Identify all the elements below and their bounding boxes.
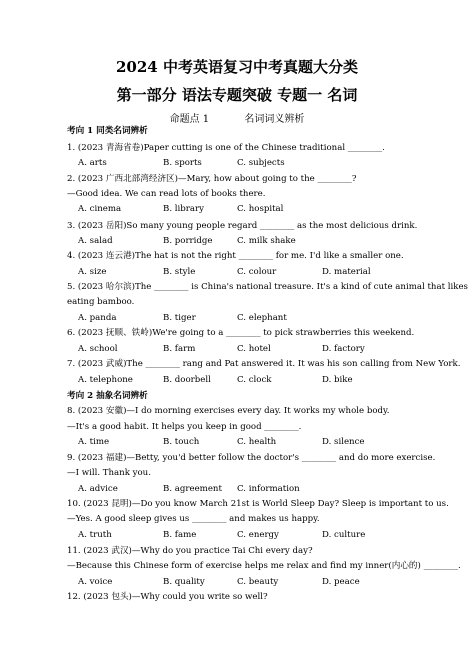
option-c: C. hotel — [237, 344, 271, 354]
option-c: C. beauty — [237, 577, 279, 587]
question-text: 7. (2023 武威)The ________ rang and Pat answered it. It was his son calling from New York. — [67, 359, 461, 369]
question-text: 6. (2023 抚顺、铁岭)We're going to a ________ to pick strawberries this weekend. — [67, 328, 415, 338]
option-a: A. panda — [78, 313, 117, 323]
option-d: D. bike — [322, 375, 353, 385]
question-text: 1. (2023 青海省卷)Paper cutting is one of the Chinese traditional ________. — [67, 143, 385, 153]
option-a: A. voice — [78, 577, 113, 587]
option-d: D. culture — [322, 530, 366, 540]
question-text: 4. (2023 连云港)The hat is not the right ________ for me. I'd like a smaller one. — [67, 251, 404, 261]
option-c: C. milk shake — [237, 236, 296, 246]
option-b: B. porridge — [163, 236, 213, 246]
section-heading: 考向 2 抽象名词辨析 — [67, 391, 148, 401]
option-c: C. hospital — [237, 204, 284, 214]
topic-name-label: 名词词义辨析 — [244, 114, 305, 125]
question-text: 10. (2023 昆明)—Do you know March 21st is World Sleep Day? Sleep is important to us. — [67, 499, 449, 509]
option-a: A. salad — [78, 236, 113, 246]
question-text: —Because this Chinese form of exercise helps me relax and find my inner(内心的) ________. — [67, 561, 461, 571]
topic-heading — [0, 110, 474, 125]
document-subtitle: 第一部分 语法专题突破 专题一 名词 — [116, 86, 358, 104]
option-c: C. clock — [237, 375, 272, 385]
question-text: 11. (2023 武汉)—Why do you practice Tai Chi every day? — [67, 546, 313, 556]
question-text: 3. (2023 岳阳)So many young people regard ________ as the most delicious drink. — [67, 221, 418, 231]
option-c: C. energy — [237, 530, 279, 540]
option-c: C. colour — [237, 267, 277, 277]
option-a: A. arts — [78, 158, 107, 168]
option-a: A. advice — [78, 484, 118, 494]
question-text: 2. (2023 广西北部湾经济区)—Mary, how about going to the ________? — [67, 174, 357, 184]
topic-point-label: 命题点 1 — [169, 114, 210, 125]
option-b: B. tiger — [163, 313, 196, 323]
option-a: A. time — [78, 437, 110, 447]
option-c: C. information — [237, 484, 300, 494]
option-a: A. size — [78, 267, 107, 277]
option-d: D. material — [322, 267, 371, 277]
option-b: B. library — [163, 204, 204, 214]
option-b: B. style — [163, 267, 196, 277]
question-text: 12. (2023 包头)—Why could you write so well? — [67, 592, 268, 602]
option-c: C. health — [237, 437, 277, 447]
option-c: C. subjects — [237, 158, 285, 168]
question-text: 8. (2023 安徽)—I do morning exercises every day. It works my whole body. — [67, 406, 390, 416]
document-title: 2024 中考英语复习中考真题大分类 — [116, 58, 358, 76]
question-text: —I will. Thank you. — [67, 468, 151, 478]
option-b: B. fame — [163, 530, 197, 540]
question-text: 5. (2023 哈尔滨)The ________ is China's national treasure. It's a kind of cute animal that likes — [67, 282, 468, 292]
question-text: —It's a good habit. It helps you keep in good ________. — [67, 422, 302, 432]
option-b: B. agreement — [163, 484, 222, 494]
option-b: B. touch — [163, 437, 200, 447]
section-heading: 考向 1 同类名词辨析 — [67, 126, 148, 136]
option-a: A. school — [78, 344, 118, 354]
option-b: B. doorbell — [163, 375, 211, 385]
option-c: C. elephant — [237, 313, 287, 323]
option-a: A. telephone — [78, 375, 133, 385]
option-b: B. quality — [163, 577, 205, 587]
option-a: A. truth — [78, 530, 112, 540]
option-d: D. factory — [322, 344, 365, 354]
option-a: A. cinema — [78, 204, 122, 214]
option-d: D. peace — [322, 577, 360, 587]
question-text: eating bamboo. — [67, 297, 135, 307]
option-b: B. sports — [163, 158, 202, 168]
question-text: —Good idea. We can read lots of books there. — [67, 189, 266, 199]
question-text: 9. (2023 福建)—Betty, you'd better follow the doctor's ________ and do more exercise. — [67, 453, 436, 463]
question-text: —Yes. A good sleep gives us ________ and makes us happy. — [67, 514, 320, 524]
option-d: D. silence — [322, 437, 365, 447]
option-b: B. farm — [163, 344, 196, 354]
